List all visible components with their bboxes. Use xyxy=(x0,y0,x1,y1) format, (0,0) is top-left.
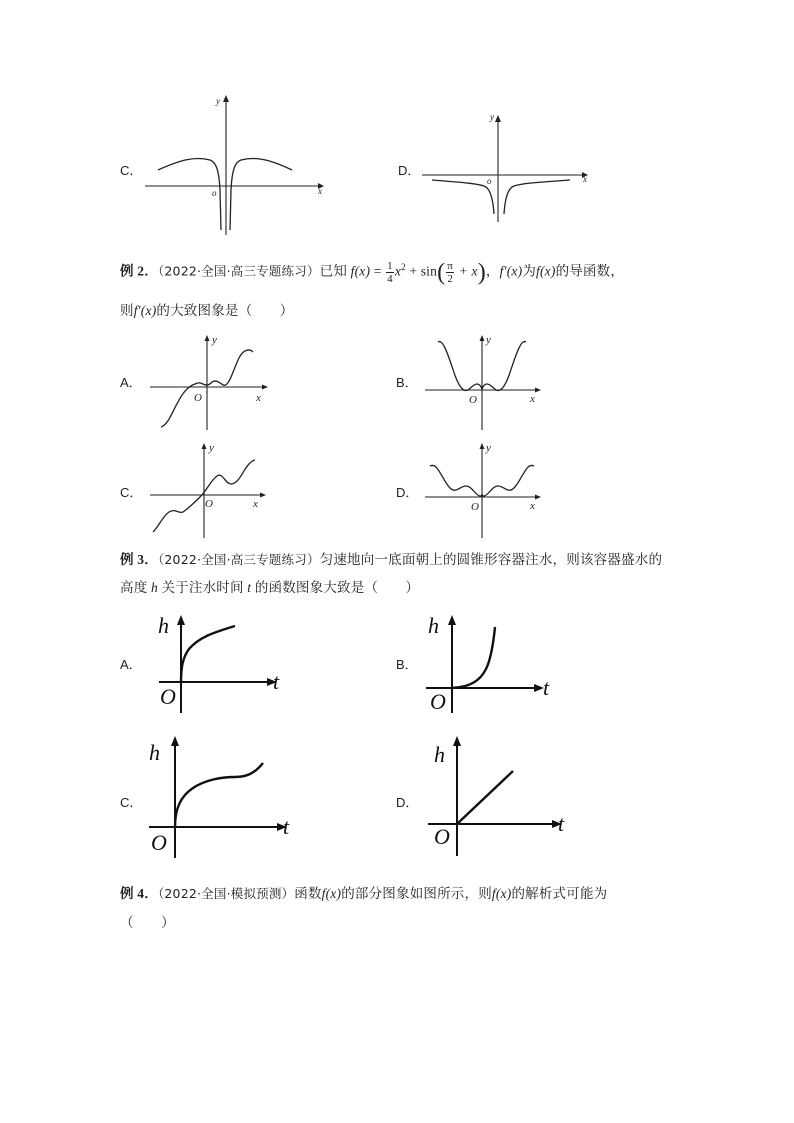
x-axis-label: x xyxy=(583,174,587,184)
x-axis-label: x xyxy=(253,498,258,510)
option-d-label: D． xyxy=(398,163,421,178)
ex4-answer-blank: （ ） xyxy=(120,915,175,930)
ex2-fx: f(x) xyxy=(536,263,556,279)
curve-left xyxy=(432,180,494,214)
ex3-number: 例 3． xyxy=(120,552,158,567)
t-axis-label: t xyxy=(283,814,290,839)
y-axis-arrow-icon xyxy=(202,443,207,449)
ex2-text-3: 为 xyxy=(522,263,537,279)
ex3-h: h xyxy=(150,580,158,595)
ex3-graph-d xyxy=(420,730,575,860)
h-axis-label: h xyxy=(428,613,439,638)
x-axis-label: x xyxy=(530,500,535,512)
ex2-text-4: 的导函数， xyxy=(555,263,625,279)
ex2-text-2: ， xyxy=(485,263,500,279)
ex3-text-2a: 高度 xyxy=(120,580,151,595)
ex2-sup2: 2 xyxy=(401,262,406,272)
y-axis-arrow-icon xyxy=(205,335,210,341)
ex4-number: 例 4． xyxy=(120,886,158,901)
h-axis-label: h xyxy=(434,742,445,767)
ex4-question-line2 xyxy=(120,911,175,931)
ex3-option-c-label: C． xyxy=(120,795,143,810)
ex2-rparen: ) xyxy=(477,259,486,286)
ex2-question-line1 xyxy=(120,256,624,285)
ex2-x: x xyxy=(394,263,402,279)
origin-label: O xyxy=(434,824,450,849)
ex2-graph-a xyxy=(145,332,270,432)
ex4-text-2: 的部分图象如图所示，则 xyxy=(341,886,492,901)
origin-label: O xyxy=(469,394,477,406)
ex2-fprime: f′(x) xyxy=(499,263,523,279)
h-axis-arrow-icon xyxy=(453,736,461,746)
x-axis-arrow-icon xyxy=(535,495,541,500)
origin-label: O xyxy=(430,689,446,714)
ex2-question-line2 xyxy=(120,299,293,319)
y-axis-label: y xyxy=(209,442,214,454)
ex2-plus-x: + x xyxy=(455,263,478,279)
ex2-paren-x: (x) xyxy=(354,263,371,279)
ex2-graph-c xyxy=(145,440,270,540)
ex3-text-2b: 关于注水时间 xyxy=(157,580,248,595)
y-axis-arrow-icon xyxy=(480,335,485,341)
ex4-fx: f(x) xyxy=(321,886,342,901)
h-curve xyxy=(452,627,495,688)
y-axis-label: y xyxy=(216,96,220,106)
curve-right xyxy=(230,158,292,230)
ex2-option-b-label: B． xyxy=(396,375,418,390)
ex3-graph-c xyxy=(145,730,300,860)
ex3-option-d-label: D． xyxy=(396,795,419,810)
ex2-graph-d xyxy=(420,440,545,540)
ex3-text-1: 匀速地向一底面朝上的圆锥形容器注水，则该容器盛水的 xyxy=(319,552,663,567)
ex4-text-3: 的解析式可能为 xyxy=(511,886,608,901)
x-axis-arrow-icon xyxy=(535,388,541,393)
ex2-source: （2022·全国·高三专题练习） xyxy=(157,263,320,279)
h-curve xyxy=(181,626,235,682)
origin-label: O xyxy=(471,501,479,513)
y-axis-label: y xyxy=(212,334,217,346)
x-axis-arrow-icon xyxy=(262,385,268,390)
h-axis-arrow-icon xyxy=(171,736,179,746)
ex4-fx2: f(x) xyxy=(491,886,512,901)
x-axis-label: x xyxy=(318,186,322,196)
h-axis-label: h xyxy=(158,613,169,638)
origin-label: O xyxy=(160,684,176,709)
h-line xyxy=(457,771,513,824)
curve-right xyxy=(504,180,570,214)
ex2-eq: = xyxy=(370,263,386,279)
ex2-number: 例 2． xyxy=(120,263,158,279)
y-axis-label: y xyxy=(490,112,494,122)
ex2-graph-b xyxy=(420,332,545,432)
ex2-q-rest: 的大致图象是（ ） xyxy=(156,303,294,318)
origin-label: O xyxy=(194,392,202,404)
h-axis-arrow-icon xyxy=(448,615,456,625)
x-axis-label: x xyxy=(530,393,535,405)
ex2-plus-sin: + sin xyxy=(405,263,438,279)
ex4-source: （2022·全国·模拟预测） xyxy=(157,886,295,901)
origin-label: O xyxy=(151,830,167,855)
ex2-option-c-label: C． xyxy=(120,485,143,500)
ex4-text-1: 函数 xyxy=(294,886,322,901)
ex2-fraction-pi: $\frac{\pi}{2}$ xyxy=(447,259,454,285)
ex3-graph-b xyxy=(422,605,557,715)
t-axis-label: t xyxy=(558,811,565,836)
x-axis-label: x xyxy=(256,392,261,404)
y-axis-arrow-icon xyxy=(480,443,485,449)
ex3-t: t xyxy=(247,580,252,595)
ex1-graph-c xyxy=(140,90,330,240)
y-axis-label: y xyxy=(486,334,491,346)
ex3-text-2c: 的函数图象大致是（ ） xyxy=(251,580,420,595)
t-axis-label: t xyxy=(543,675,550,700)
ex3-question-line1 xyxy=(120,548,662,568)
ex2-fraction-quarter: $\frac{1}{4}$ xyxy=(387,259,393,285)
x-axis-arrow-icon xyxy=(260,493,266,498)
ex4-question-line1 xyxy=(120,882,607,902)
ex3-option-b-label: B． xyxy=(396,657,418,672)
h-axis-arrow-icon xyxy=(177,615,185,625)
h-curve xyxy=(175,763,263,827)
origin-label: o xyxy=(212,188,217,198)
ex3-question-line2 xyxy=(120,576,419,596)
h-axis-label: h xyxy=(149,740,160,765)
y-axis-label: y xyxy=(486,442,491,454)
origin-label: O xyxy=(205,498,213,510)
y-axis-arrow-icon xyxy=(495,115,501,122)
ex3-source: （2022·全国·高三专题练习） xyxy=(157,552,320,567)
ex3-graph-a xyxy=(155,605,290,715)
option-c-label: C． xyxy=(120,163,143,178)
ex3-option-a-label: A． xyxy=(120,657,142,672)
ex2-f: f xyxy=(350,263,355,279)
ex2-q-prefix: 则 xyxy=(120,303,134,318)
y-axis-arrow-icon xyxy=(223,95,229,102)
ex2-text-1: 已知 xyxy=(319,263,351,279)
ex1-graph-d xyxy=(420,110,595,225)
ex2-lparen: ( xyxy=(437,259,446,286)
ex2-q-fprime: f′(x) xyxy=(133,303,157,318)
origin-label: o xyxy=(487,176,492,186)
ex2-option-a-label: A． xyxy=(120,375,142,390)
ex2-option-d-label: D． xyxy=(396,485,419,500)
t-axis-label: t xyxy=(273,669,280,694)
